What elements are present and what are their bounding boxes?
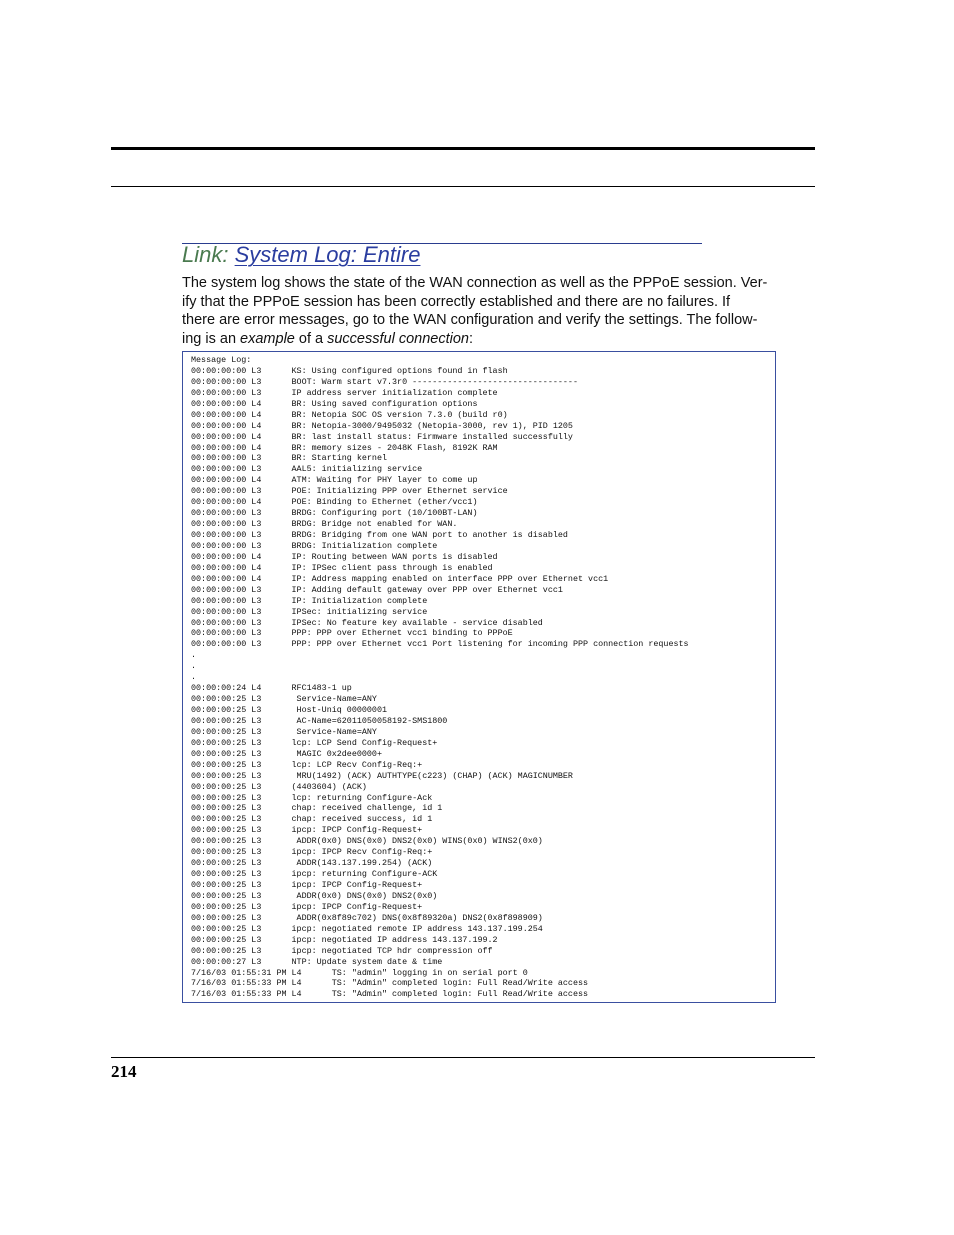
log-line: 00:00:00:25 L3 ipcp: negotiated IP address 143.137.199.2	[191, 934, 498, 945]
log-title: Message Log:	[191, 355, 252, 365]
log-line: 00:00:00:00 L4 BR: last install status: Firmware installed successfully	[191, 431, 573, 442]
log-line: .	[191, 672, 197, 683]
log-line: 00:00:00:00 L4 BR: Using saved configuration options	[191, 398, 478, 409]
log-line: 00:00:00:24 L4 RFC1483-1 up	[191, 683, 352, 694]
log-line: 00:00:00:00 L4 BR: Netopia SOC OS version 7.3.0 (build r0)	[191, 409, 508, 420]
footer-rule	[111, 1057, 815, 1058]
header-rule-thick	[111, 147, 815, 150]
log-line: 00:00:00:25 L3 ADDR(143.137.199.254) (ACK)	[191, 858, 433, 869]
intro-line: there are error messages, go to the WAN configuration and verify the settings. The follow-	[182, 312, 758, 329]
log-line: 00:00:00:00 L3 IP: Initialization complete	[191, 595, 428, 606]
log-line: 00:00:00:25 L3 ADDR(0x0) DNS(0x0) DNS2(0x0)	[191, 890, 438, 901]
log-line: 00:00:00:25 L3 Service-Name=ANY	[191, 726, 377, 737]
intro-paragraph	[182, 274, 800, 349]
log-line: 00:00:00:00 L4 IP: Routing between WAN ports is disabled	[191, 551, 498, 562]
log-line: 00:00:00:00 L3 AAL5: initializing service	[191, 464, 423, 475]
log-line: 00:00:00:00 L3 BRDG: Configuring port (10/100BT-LAN)	[191, 508, 478, 519]
log-line: 00:00:00:25 L3 AC-Name=62011050058192-SMS1800	[191, 715, 448, 726]
log-line: 00:00:00:25 L3 MAGIC 0x2dee0000+	[191, 748, 382, 759]
log-line: 00:00:00:25 L3 Service-Name=ANY	[191, 694, 377, 705]
log-line: 00:00:00:00 L3 BRDG: Initialization complete	[191, 540, 438, 551]
log-line: 00:00:00:25 L3 Host-Uniq 00000001	[191, 705, 388, 715]
log-line: 00:00:00:00 L3 IPSec: No feature key available - service disabled	[191, 617, 543, 628]
log-line: 00:00:00:25 L3 MRU(1492) (ACK) AUTHTYPE(c223) (CHAP) (ACK) MAGICNUMBER	[191, 770, 573, 781]
message-log	[191, 355, 689, 1000]
log-line: 00:00:00:25 L3 ADDR(0x0) DNS(0x0) DNS2(0x0) WINS(0x0) WINS2(0x0)	[191, 836, 543, 847]
log-line: 00:00:00:00 L3 IP address server initialization complete	[191, 387, 498, 398]
log-line: 00:00:00:00 L3 KS: Using configured options found in flash	[191, 365, 508, 376]
log-line: 00:00:00:25 L3 ipcp: IPCP Recv Config-Req:+	[191, 847, 433, 858]
log-line: 00:00:00:25 L3 lcp: returning Configure-Ack	[191, 792, 433, 803]
heading-link[interactable]: System Log: Entire	[234, 242, 421, 267]
intro-line: ify that the PPPoE session has been correctly established and there are no failures. If	[182, 293, 731, 310]
log-line: .	[191, 650, 197, 661]
log-line: 00:00:00:25 L3 (4403604) (ACK)	[191, 781, 367, 792]
log-line: 00:00:00:25 L3 chap: received challenge, id 1	[191, 803, 443, 814]
log-line: 00:00:00:00 L3 PPP: PPP over Ethernet vcc1 Port listening for incoming PPP connection requests	[191, 639, 689, 650]
log-line: .	[191, 661, 197, 672]
log-line: 00:00:00:25 L3 ipcp: IPCP Config-Request+	[191, 880, 423, 890]
log-line: 00:00:00:00 L3 BR: Starting kernel	[191, 453, 388, 464]
log-line: 7/16/03 01:55:31 PM L4 TS: "admin" logging in on serial port 0	[191, 967, 528, 978]
log-line: 00:00:00:00 L3 IP: Adding default gateway over PPP over Ethernet vcc1	[191, 584, 563, 595]
log-line: 00:00:00:25 L3 ipcp: negotiated TCP hdr compression off	[191, 945, 493, 956]
log-line: 00:00:00:25 L3 ipcp: negotiated remote IP address 143.137.199.254	[191, 923, 543, 934]
log-line: 00:00:00:25 L3 lcp: LCP Send Config-Request+	[191, 737, 438, 748]
log-line: 00:00:00:00 L3 BOOT: Warm start v7.3r0 ---------------------------------	[191, 376, 578, 387]
header-rule-thin	[111, 186, 815, 187]
emphasis-successful-connection: successful connection	[327, 331, 469, 348]
log-line: 00:00:00:00 L4 IP: Address mapping enabled on interface PPP over Ethernet vcc1	[191, 573, 609, 584]
emphasis-example: example	[240, 331, 295, 348]
message-log-box	[182, 351, 776, 1003]
log-line: 00:00:00:00 L4 IP: IPSec client pass through is enabled	[191, 562, 493, 573]
log-line: 00:00:00:00 L4 BR: Netopia-3000/9495032 (Netopia-3000, rev 1), PID 1205	[191, 420, 573, 431]
log-line: 00:00:00:27 L3 NTP: Update system date & time	[191, 956, 443, 967]
log-line: 7/16/03 01:55:33 PM L4 TS: "Admin" completed login: Full Read/Write access	[191, 989, 589, 1000]
section-heading	[182, 241, 420, 269]
log-line: 00:00:00:00 L3 POE: Initializing PPP over Ethernet service	[191, 486, 508, 497]
log-line: 7/16/03 01:55:33 PM L4 TS: "Admin" completed login: Full Read/Write access	[191, 978, 589, 989]
log-line: 00:00:00:25 L3 ipcp: IPCP Config-Request+	[191, 825, 423, 836]
page-number: 214	[111, 1062, 137, 1081]
log-line: 00:00:00:25 L3 lcp: LCP Recv Config-Req:+	[191, 759, 423, 770]
log-line: 00:00:00:00 L3 BRDG: Bridge not enabled for WAN.	[191, 519, 458, 530]
log-line: 00:00:00:00 L4 POE: Binding to Ethernet (ether/vcc1)	[191, 497, 478, 508]
intro-line: ing is an example of a successful connection:	[182, 331, 473, 348]
log-line: 00:00:00:25 L3 ADDR(0x8f89c702) DNS(0x8f89320a) DNS2(0x8f898909)	[191, 912, 543, 923]
log-line: 00:00:00:00 L3 PPP: PPP over Ethernet vcc1 binding to PPPoE	[191, 628, 513, 639]
log-line: 00:00:00:25 L3 ipcp: IPCP Config-Request+	[191, 901, 423, 912]
heading-prefix: Link:	[182, 242, 229, 267]
intro-line: The system log shows the state of the WAN connection as well as the PPPoE session. Ver-	[182, 275, 768, 291]
log-line: 00:00:00:25 L3 ipcp: returning Configure-ACK	[191, 869, 438, 880]
log-line: 00:00:00:00 L3 IPSec: initializing service	[191, 606, 428, 617]
log-line: 00:00:00:25 L3 chap: received success, id 1	[191, 814, 433, 825]
log-line: 00:00:00:00 L4 BR: memory sizes - 2048K Flash, 8192K RAM	[191, 442, 498, 453]
log-line: 00:00:00:00 L4 ATM: Waiting for PHY layer to come up	[191, 475, 478, 486]
log-line: 00:00:00:00 L3 BRDG: Bridging from one WAN port to another is disabled	[191, 530, 568, 540]
